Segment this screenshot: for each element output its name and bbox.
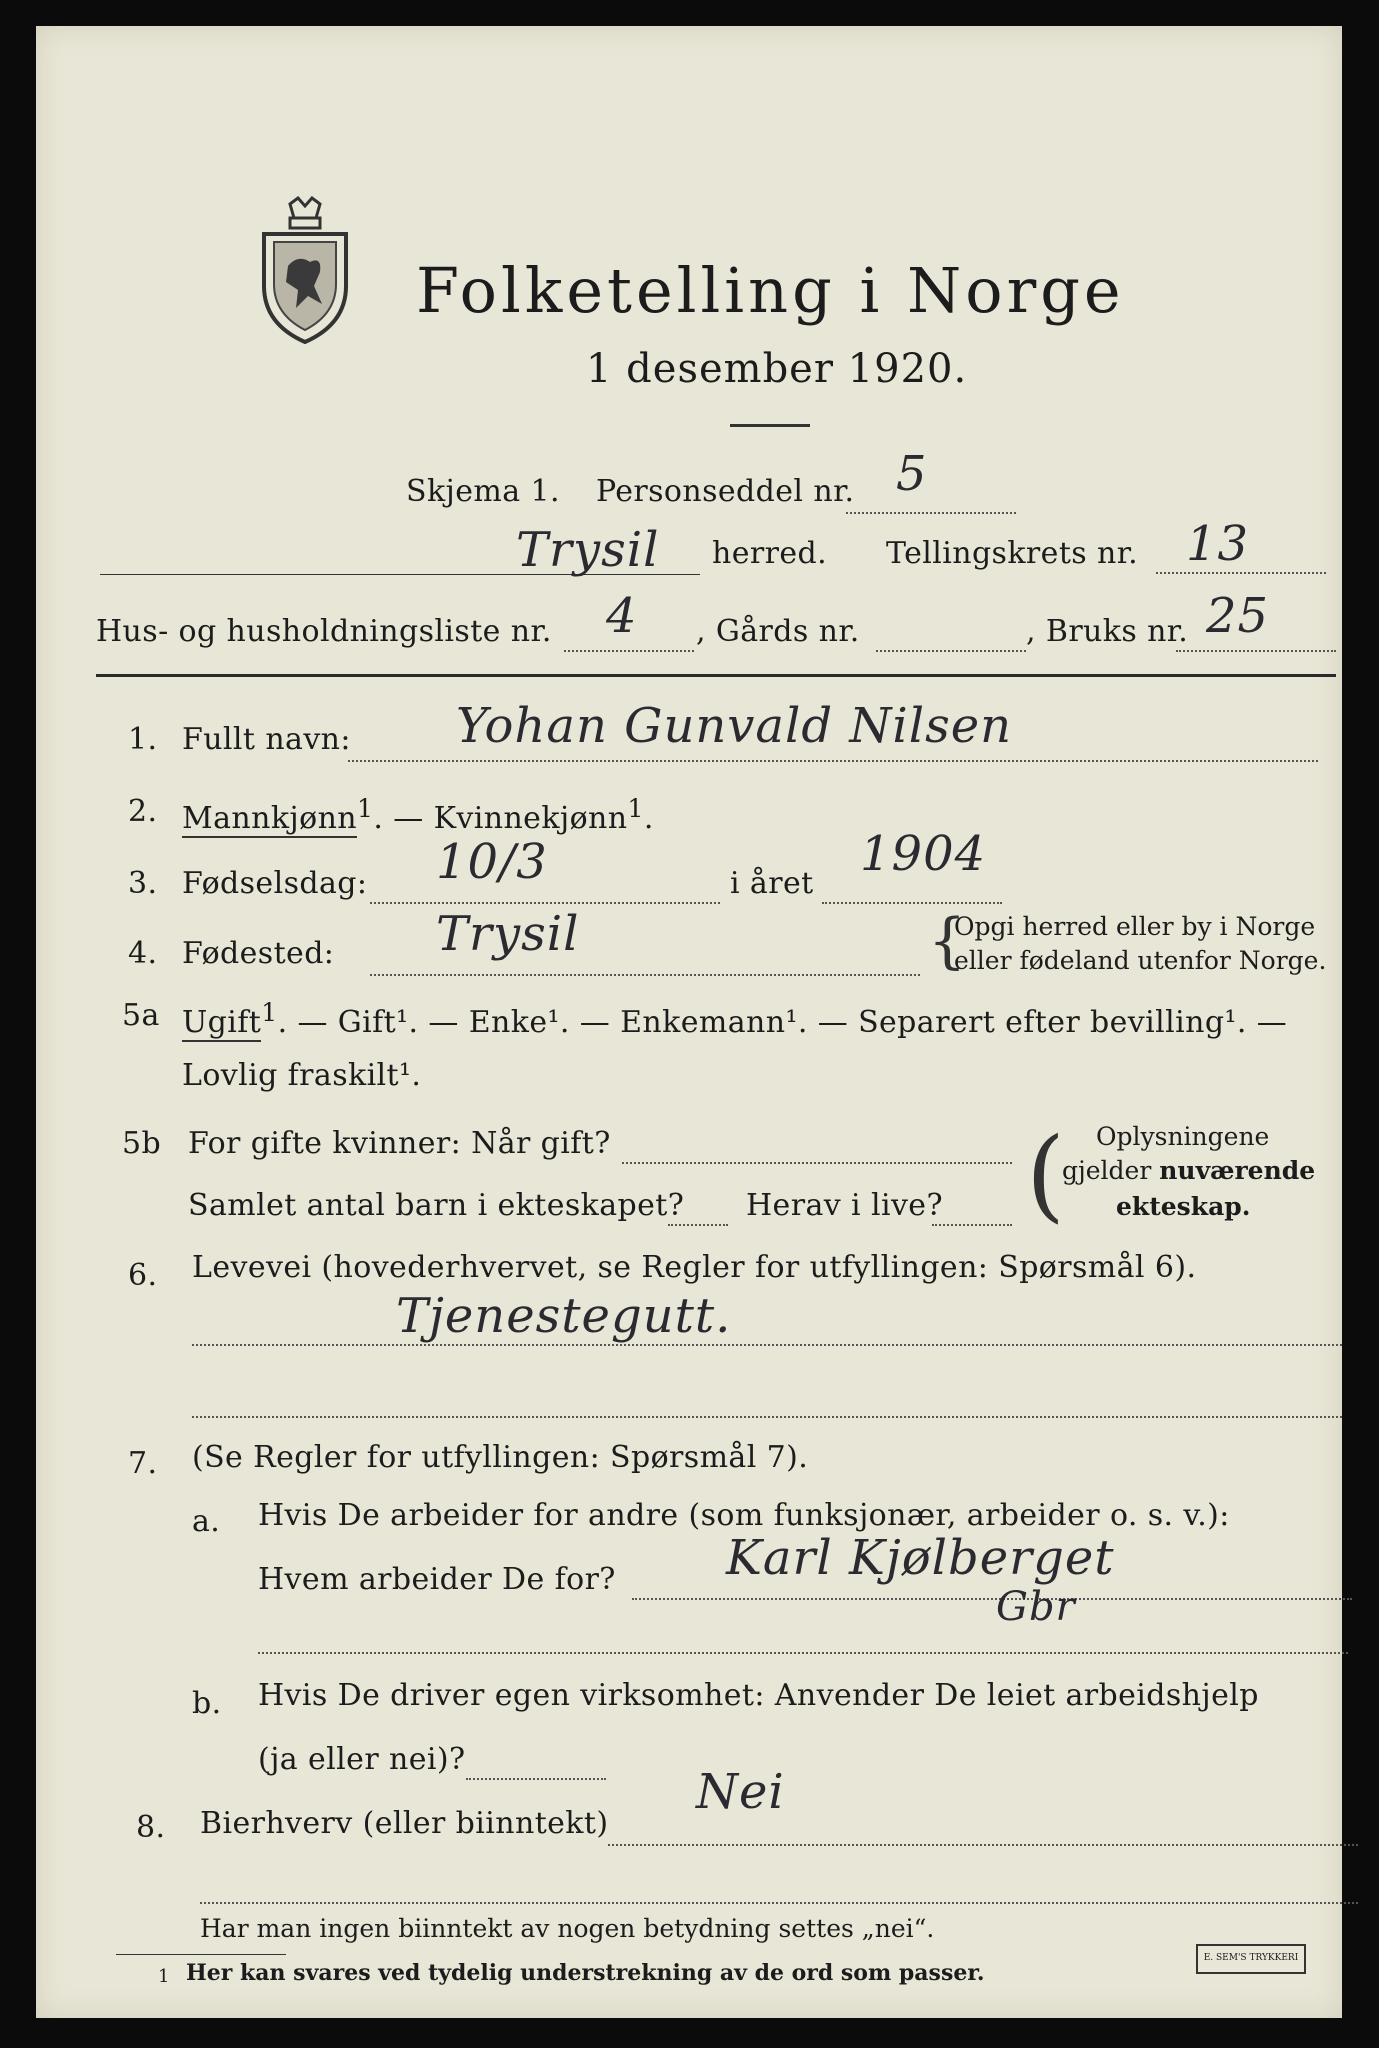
q4-number: 4. (128, 936, 158, 971)
tellingskrets-label: Tellingskrets nr. (886, 536, 1139, 571)
children-count-line (668, 1224, 728, 1226)
q8-number: 8. (136, 1810, 166, 1845)
separator: . (643, 801, 654, 836)
q7a-label: Hvis De arbeider for andre (som funksjonær, arbeider o. s. v.): (258, 1498, 1230, 1533)
hus-value[interactable]: 4 (606, 588, 638, 644)
header-rule (96, 674, 1336, 677)
employer-line (632, 1598, 1352, 1600)
side-income-line (608, 1844, 1358, 1846)
employer-value[interactable]: Karl Kjølberget (726, 1530, 1115, 1586)
tellingskrets-value[interactable]: 13 (1186, 516, 1250, 572)
birthday-value[interactable]: 10/3 (436, 834, 548, 890)
personseddel-line (846, 512, 1016, 514)
marriage-note-2: gjelder nuværende (1062, 1156, 1316, 1185)
q7-number: 7. (128, 1446, 158, 1481)
census-form (36, 26, 1342, 2018)
printer-stamp: E. SEM'S TRYKKERI (1196, 1944, 1306, 1974)
q3-label: Fødselsdag: (182, 866, 368, 901)
male-option[interactable]: Mannkjønn (182, 801, 358, 836)
q8-label: Bierhverv (eller biinntekt) (200, 1806, 609, 1841)
q4-label: Fødested: (182, 936, 335, 971)
tellingskrets-line (1156, 572, 1326, 574)
marriage-note-1: Oplysningene (1096, 1122, 1270, 1151)
q1-line (348, 760, 1318, 762)
q6-label: Levevei (hovederhvervet, se Regler for utfyllingen: Spørsmål 6). (192, 1250, 1197, 1285)
q7a-letter: a. (192, 1504, 221, 1539)
side-income-line-2 (200, 1902, 1358, 1904)
hired-help-label: (ja eller nei)? (258, 1742, 466, 1777)
brace: { (928, 906, 967, 976)
side-income-value[interactable]: Nei (696, 1764, 785, 1820)
nei-instruction: Har man ingen biinntekt av nogen betydning settes „nei“. (200, 1914, 935, 1943)
bruks-line (1176, 650, 1336, 652)
birthday-line (370, 902, 720, 904)
personseddel-label: Personseddel nr. (596, 474, 855, 509)
children-count-label: Samlet antal barn i ekteskapet? (188, 1188, 685, 1223)
separator: . — (373, 801, 434, 836)
occupation-line-1 (192, 1344, 1342, 1346)
birthplace-note-2: eller fødeland utenfor Norge. (954, 946, 1327, 975)
footnote-ref: 1 (627, 794, 644, 823)
married-when-label: For gifte kvinner: Når gift? (188, 1126, 611, 1161)
q5a-number: 5a (122, 998, 160, 1033)
bruks-label: , Bruks nr. (1026, 614, 1189, 649)
q1-number: 1. (128, 722, 158, 757)
female-option[interactable]: Kvinnekjønn (433, 801, 628, 836)
herred-label: herred. (712, 536, 828, 571)
form-title: Folketelling i Norge (416, 254, 1125, 327)
gards-line (876, 650, 1026, 652)
full-name-value[interactable]: Yohan Gunvald Nilsen (456, 698, 1013, 754)
birthplace-line (370, 974, 920, 976)
brace: ( (1026, 1116, 1066, 1233)
q6-number: 6. (128, 1258, 158, 1293)
footnote-text: Her kan svares ved tydelig understrekning av de ord som passer. (186, 1960, 985, 1986)
hus-line (564, 650, 694, 652)
personseddel-value[interactable]: 5 (896, 446, 928, 502)
skjema-label: Skjema 1. (406, 474, 560, 509)
q7b-label: Hvis De driver egen virksomhet: Anvender De leiet arbeidshjelp (258, 1678, 1259, 1713)
unmarried-option[interactable]: Ugift (182, 1005, 262, 1040)
children-alive-label: Herav i live? (746, 1188, 943, 1223)
q7b-letter: b. (192, 1686, 222, 1721)
hus-label: Hus- og husholdningsliste nr. (96, 614, 552, 649)
employer-label: Hvem arbeider De for? (258, 1562, 616, 1597)
q2-gender-options (182, 794, 654, 836)
q2-number: 2. (128, 794, 158, 829)
q7-label: (Se Regler for utfyllingen: Spørsmål 7). (192, 1440, 809, 1475)
children-alive-line (932, 1224, 1012, 1226)
marriage-note-3: ekteskap. (1116, 1192, 1251, 1221)
occupation-line-2 (192, 1416, 1342, 1418)
married-when-line (622, 1162, 1012, 1164)
year-label: i året (730, 866, 814, 901)
footnote-ref: 1 (357, 794, 374, 823)
year-line (822, 902, 1002, 904)
census-date: 1 desember 1920. (586, 346, 968, 392)
footnote-number: 1 (158, 1966, 170, 1987)
bruks-value[interactable]: 25 (1206, 588, 1270, 644)
birthplace-value[interactable]: Trysil (436, 906, 580, 962)
q3-number: 3. (128, 866, 158, 901)
q1-label: Fullt navn: (182, 722, 351, 757)
title-divider (730, 424, 810, 427)
hired-help-line (466, 1778, 606, 1780)
employer-location-value[interactable]: Gbr (996, 1584, 1076, 1630)
occupation-value[interactable]: Tjenestegutt. (396, 1288, 732, 1344)
gards-label: , Gårds nr. (696, 614, 860, 649)
divorced-option[interactable]: Lovlig fraskilt¹. (182, 1058, 422, 1093)
marital-status-options: Ugift$^1$. — Gift¹. — Enke¹. — Enkemann¹. — Separert efter bevilling¹. — (182, 998, 1288, 1040)
q5b-number: 5b (122, 1126, 162, 1161)
footnote-rule (116, 1954, 286, 1955)
birth-year-value[interactable]: 1904 (860, 826, 987, 882)
birthplace-note-1: Opgi herred eller by i Norge (954, 912, 1316, 941)
herred-value[interactable]: Trysil (516, 522, 660, 578)
coat-of-arms-icon (250, 196, 360, 346)
other-marital-options[interactable]: — Gift¹. — Enke¹. — Enkemann¹. — Separert efter bevilling¹. — (297, 1005, 1288, 1040)
employer-line-2 (258, 1652, 1348, 1654)
